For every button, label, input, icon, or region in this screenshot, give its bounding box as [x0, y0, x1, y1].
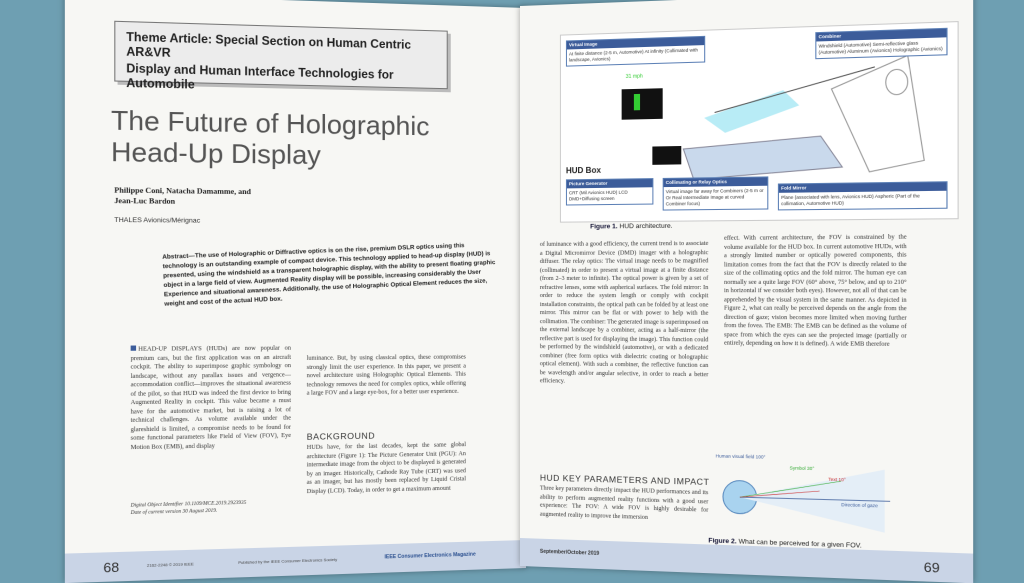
text-label: Text 10°: [828, 476, 846, 483]
body-col2a: luminance. But, by using classical optics, these compromises strongly limit the user experience. In this paper, we present a novel architecture using Holographic Optical Elements. This technology removes the need for complex optics, while offering a large FOV and a large eye-box, for a better user experience.: [306, 354, 466, 397]
picture-generator-text: CRT (Mil Avionics HUD) LCD DMD+Diffusing screen: [568, 189, 628, 202]
article-title: [111, 105, 430, 172]
picture-generator-box: [566, 178, 653, 205]
authors: Philippe Coni, Natacha Damamme, and Jean-Luc Bardon: [114, 185, 252, 206]
gaze-label: Direction of gaze: [841, 502, 878, 509]
fold-mirror-title: Fold Mirror: [779, 182, 946, 193]
picture-generator-title: Picture Generator: [567, 179, 652, 188]
hud-box-label: HUD Box: [565, 165, 601, 176]
footer-issn: 2162-2248 © 2019 IEEE: [146, 561, 194, 568]
doi: Digital Object Identifier 10.1109/MCE.2019.2923935: [130, 500, 247, 509]
speed-readout: 31 mph: [625, 73, 643, 81]
figure-1-label: Figure 1.: [590, 223, 618, 231]
combiner-text: Windshield (Automotive) Semi-reflective glass (Automotive) Aluminum (Avionics) Holographic (Avionics): [818, 40, 943, 55]
fold-mirror-text: Plane (associated with lens, Avionics HUD) Aspheric (Part of the collimation, Automotive HUD): [781, 193, 920, 207]
hud-box-shape: [683, 136, 842, 180]
page-number-right: 69: [923, 559, 940, 576]
virtual-image-display: [622, 88, 663, 120]
virtual-image-box: [566, 36, 705, 67]
right-body-col2: effect. With current architecture, the FOV is constrained by the volume available for the HUD box. In current automotive HUDs, with a strongly limited number or optically powered components, this limitation comes from the fact that the FOV is directly related to the size of the collimating optics and the fold mirror. The human eye can normally see a quite large FOV (60° above, 75° below, and up to 210° in horizontal if we consider both eyes). However, not all of that can be apprehended by the visual system in the same manner. As depicted in Figure 2, what can really be perceived depends on the angle from the direction of gaze; vision becomes more limited when moving further from the fovea. The EMB: The EMB can be defined as the volume of space from which the eyes can see the projected image (partially or entirely, depending on how it is defined). A wide EMB therefore: [724, 234, 907, 348]
relay-optics-box: [663, 176, 769, 210]
virtual-image-text: At finite distance (2-5 m, Automotive) At infinity (Collimated with landscape, Avionics): [568, 47, 698, 63]
virtual-image-title: Virtual Image: [567, 37, 704, 50]
footer-publisher: Published by the IEEE Consumer Electronics Society: [238, 556, 338, 566]
figure-2-label: Figure 2.: [708, 537, 737, 546]
right-body-col1b: Three key parameters directly impact the HUD performances and its ability to perform augmented reality functions with a good user experience: The FOV: A wide FOV is highly desirable for augmented reality to improve the immersion: [539, 485, 709, 521]
combiner-box: [815, 28, 947, 59]
footer-date: September/October 2019: [539, 548, 600, 557]
driver-outline: [831, 55, 924, 172]
title-line1: The Future of Holographic: [110, 104, 430, 142]
symbol-label: Symbol 30°: [789, 465, 815, 472]
right-page: [520, 0, 973, 583]
doi-block: [131, 499, 291, 517]
combiner-title: Combiner: [816, 29, 946, 42]
title-line2: Head-Up Display: [110, 135, 321, 171]
section-square-icon: [131, 346, 136, 351]
page-number-left: 68: [103, 559, 120, 576]
abstract: Abstract—The use of Holographic or Diffractive optics is on the rise, premium DSLR optics using this technology is an outstanding example of compact device. This technology applied to head-up display (HUD) is presented, using the windshield as a transparent holographic display, with the ability to present floating graphic object in a large field of view. Augmented Reality display will be possible, increasing considerably the User Experience and situational awareness. Additionally, the use of Holographic Optical Element reduces the size, weight and cost of the actual HUD box.: [162, 243, 496, 308]
driver-head: [886, 69, 908, 95]
human-visual-field-label: Human visual field 100°: [715, 453, 766, 460]
figure-1-text: HUD architecture.: [619, 222, 673, 231]
figure-1: [560, 21, 959, 223]
left-column-1: [131, 345, 291, 453]
arrow-glyph: [634, 94, 640, 110]
footer-magazine: IEEE Consumer Electronics Magazine: [384, 551, 476, 561]
figure-2-text: What can be perceived for a given FOV.: [738, 538, 862, 550]
figure-2: [714, 455, 896, 538]
left-page: [65, 0, 526, 583]
theme-line2: Display and Human Interface Technologies for Automobile: [126, 62, 394, 92]
affiliation: THALES Avionics/Mérignac: [114, 216, 201, 225]
relay-optics-text: Virtual image far away for Combiners (2-5 m or Or Real Intermediate Image at curved Combiner focus): [665, 187, 764, 207]
version-date: Date of current version 30 August 2019.: [130, 508, 218, 517]
theme-banner: [114, 21, 447, 92]
relay-optics-title: Collimating or Relay Optics: [664, 177, 768, 187]
body-col1: HEAD-UP DISPLAYS (HUDs) are now popular on premium cars, but the first application was on an aircraft cockpit. The ability to superimpose graphic symbology on landscape, without any parallax issues and vergence—accommodation conflict—improves the situational awareness of the pilot, so that HUD was indeed the first device to bring Augmented Reality in cockpit. This value became a must have for the automotive market, but is raising a lot of technical challenges. As volume available under the glareshield is limited, a compromise needs to be found for some functional parameters like Field of View (FOV), Eye Motion Box (EMB), and display: [130, 345, 291, 451]
hud-parameters-heading: HUD KEY PARAMETERS AND IMPACT: [539, 472, 710, 488]
theme-line1: Theme Article: Special Section on Human Centric AR&VR: [126, 31, 411, 60]
body-col2b: HUDs have, for the last decades, kept the same global architecture (Figure 1): The Picture Generator Unit (PGU): An intermediate image from the object to be displayed is generated by an imager. Historically, Cathode Ray Tube (CRT) was used as an imager, but has mostly been replaced by Liquid Cristal Display (LCD). Today, in order to get a maximum amount: [306, 442, 466, 495]
pgu-display: [652, 146, 681, 165]
background-heading: BACKGROUND: [306, 430, 376, 442]
figure-1-caption: [590, 223, 672, 231]
right-body-col1: of luminance with a good efficiency, the current trend is to associate a Digital Micromirror Device (DMD) imager with a holographic diffuser. The relay optics: The virtual image needs to be magnified (collimated) in order to present a virtual image at a finite distance (from 2–3 meter to infinite). The optical power is given by a set of refractive lenses, some with aspherical surfaces. The fold mirror: In order to reduce the system length or comply with cockpit installation constraints, the optical path can be folded by at least one mirror. This mirror can be flat or with power to help with the collimation. The combiner: The generated image is superimposed on the external landscape by a combiner, acting as a half-mirror (the reflective part is used for displaying the image). This function could be performed by the windshield (automotive), or with a dedicated combiner (free form optics with dielectric coating or holographic optical element). With such a combiner, the reflective function can be wavelength and/or angular selective, in order to reach a better efficiency.: [539, 240, 709, 385]
fold-mirror-box: [778, 181, 948, 210]
